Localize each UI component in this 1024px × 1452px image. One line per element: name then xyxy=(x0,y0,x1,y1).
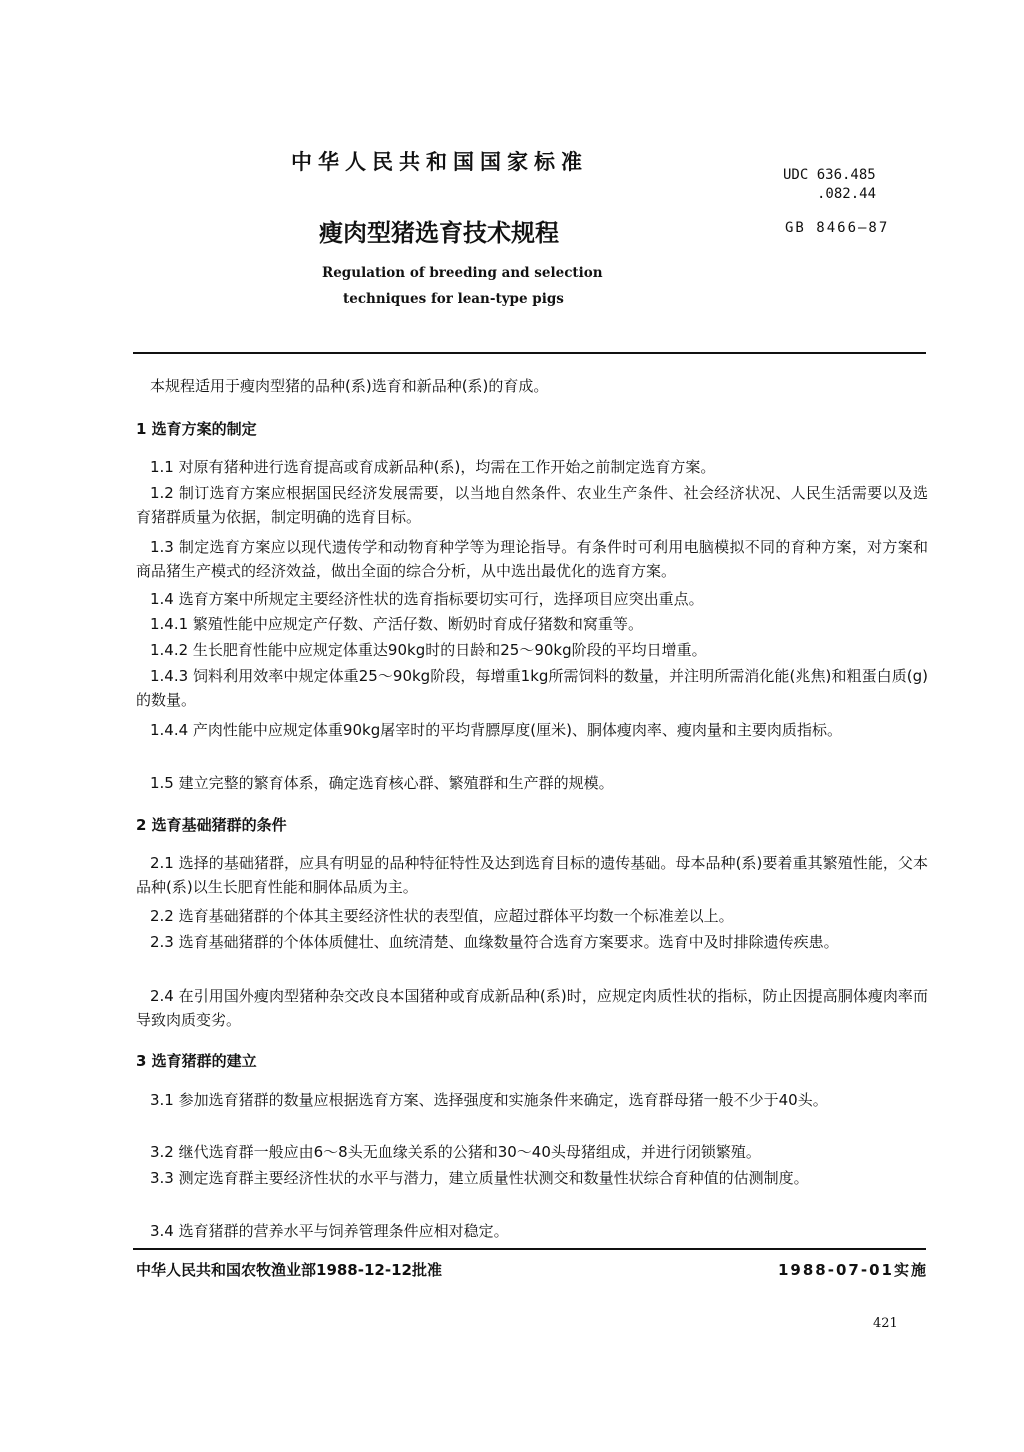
footer-divider xyxy=(133,1248,926,1250)
page-number: 421 xyxy=(873,1316,898,1331)
section1-heading: 1 选育方案的制定 xyxy=(136,420,257,438)
clause-3-4: 3.4 选育猪群的营养水平与饲养管理条件应相对稳定。 xyxy=(150,1222,509,1240)
english-title-line1: Regulation of breeding and selection xyxy=(322,265,603,281)
clause-3-1: 3.1 参加选育猪群的数量应根据选育方案、选择强度和实施条件来确定，选育群母猪一般不少于40头。 xyxy=(150,1091,828,1109)
clause-2-1: 2.1 选择的基础猪群，应具有明显的品种特征特性及达到选育目标的遗传基础。母本品种(系)要着重其繁殖性能，父本品种(系)以生长肥育性能和胴体品质为主。 xyxy=(136,854,928,896)
clause-1-4: 1.4 选育方案中所规定主要经济性状的选育指标要切实可行，选择项目应突出重点。 xyxy=(150,590,704,608)
standard-title: 中华人民共和国国家标准 xyxy=(291,150,588,174)
intro-paragraph: 本规程适用于瘦肉型猪的品种(系)选育和新品种(系)的育成。 xyxy=(150,377,549,395)
section2-heading: 2 选育基础猪群的条件 xyxy=(136,816,287,834)
clause-1-5: 1.5 建立完整的繁育体系，确定选育核心群、繁殖群和生产群的规模。 xyxy=(150,774,614,792)
clause-1-1: 1.1 对原有猪种进行选育提高或育成新品种(系)，均需在工作开始之前制定选育方案。 xyxy=(150,458,716,476)
clause-1-2: 1.2 制订选育方案应根据国民经济发展需要，以当地自然条件、农业生产条件、社会经济状况、人民生活需要以及选育猪群质量为依据，制定明确的选育目标。 xyxy=(136,484,928,526)
document-title: 瘦肉型猪选育技术规程 xyxy=(319,219,559,247)
clause-3-3: 3.3 测定选育群主要经济性状的水平与潜力，建立质量性状测交和数量性状综合育种值的估测制度。 xyxy=(150,1169,809,1187)
udc-code-line2: .082.44 xyxy=(817,186,877,202)
clause-3-2: 3.2 继代选育群一般应由6～8头无血缘关系的公猪和30～40头母猪组成，并进行闭锁繁殖。 xyxy=(150,1143,761,1161)
clause-1-4-2: 1.4.2 生长肥育性能中应规定体重达90kg时的日龄和25～90kg阶段的平均日增重。 xyxy=(150,641,707,659)
implementation-date: 1988-07-01实施 xyxy=(778,1261,928,1279)
section3-heading: 3 选育猪群的建立 xyxy=(136,1052,257,1070)
udc-code-line1: UDC 636.485 xyxy=(783,167,876,183)
clause-2-2: 2.2 选育基础猪群的个体其主要经济性状的表型值，应超过群体平均数一个标准差以上。 xyxy=(150,907,734,925)
clause-2-4: 2.4 在引用国外瘦肉型猪种杂交改良本国猪种或育成新品种(系)时，应规定肉质性状的指标，防止因提高胴体瘦肉率而导致肉质变劣。 xyxy=(136,987,928,1029)
header-divider xyxy=(133,352,926,354)
clause-1-3: 1.3 制定选育方案应以现代遗传学和动物育种学等为理论指导。有条件时可利用电脑模拟不同的育种方案，对方案和商品猪生产模式的经济效益，做出全面的综合分析，从中选出最优化的选育方案。 xyxy=(136,538,928,580)
clause-1-4-1: 1.4.1 繁殖性能中应规定产仔数、产活仔数、断奶时育成仔猪数和窝重等。 xyxy=(150,615,643,633)
gb-number: GB 8466—87 xyxy=(785,220,890,236)
english-title-line2: techniques for lean-type pigs xyxy=(343,291,564,307)
approval-line: 中华人民共和国农牧渔业部1988-12-12批准 xyxy=(136,1261,442,1279)
clause-2-3: 2.3 选育基础猪群的个体体质健壮、血统清楚、血缘数量符合选育方案要求。选育中及时排除遗传疾患。 xyxy=(150,933,839,951)
clause-1-4-4: 1.4.4 产肉性能中应规定体重90kg屠宰时的平均背膘厚度(厘米)、胴体瘦肉率、瘦肉量和主要肉质指标。 xyxy=(150,721,842,739)
clause-1-4-3: 1.4.3 饲料利用效率中规定体重25～90kg阶段，每增重1kg所需饲料的数量，并注明所需消化能(兆焦)和粗蛋白质(g)的数量。 xyxy=(136,667,928,709)
